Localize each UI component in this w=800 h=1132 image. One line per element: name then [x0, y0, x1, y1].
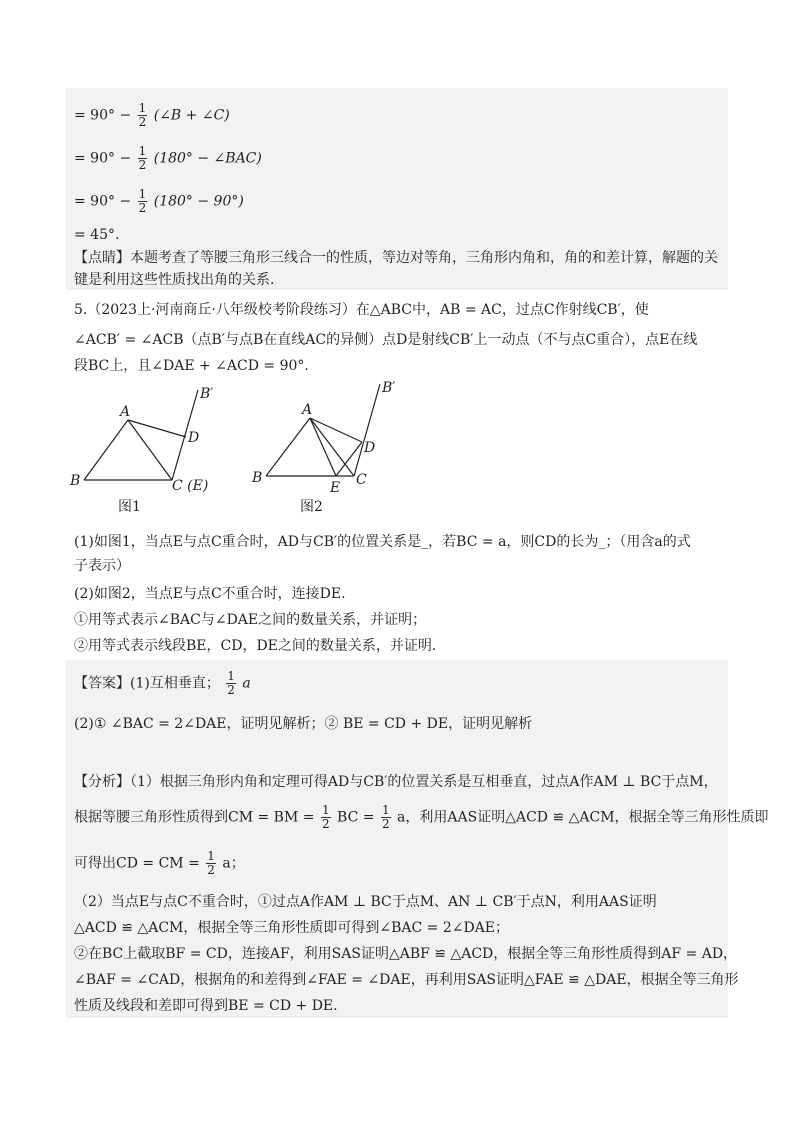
fraction: $\frac{1}{2}$ — [207, 849, 215, 877]
segment-DE — [336, 442, 362, 476]
fraction: $\frac{1}{2}$ — [381, 803, 390, 831]
fig2-label-D: D — [364, 440, 376, 456]
fig2-caption: 图2 — [300, 499, 323, 515]
analysis-line-3: 可得出CD = CM = $\frac{1}{2}$ a； — [74, 849, 245, 877]
fig2-label-B: B — [252, 470, 263, 486]
fig2-label-A: A — [302, 402, 313, 418]
question-2-1: ①用等式表示∠BAC与∠DAE之间的数量关系，并证明； — [74, 612, 427, 628]
fig1-label-C: C (E) — [172, 478, 209, 494]
segment-AD — [310, 418, 362, 442]
analysis-line-1: 【分析】（1）根据三角形内角和定理可得AD与CB′的位置关系是互相垂直，过点A作AM ⊥ BC于点M， — [74, 774, 718, 790]
fraction: $\frac{1}{2}$ — [138, 187, 147, 215]
comment-line-2: 键是利用这些性质找出角的关系. — [74, 272, 275, 288]
segment-AB — [266, 418, 310, 476]
question-2-2: ②用等式表示线段BE，CD，DE之间的数量关系，并证明. — [74, 638, 437, 654]
analysis-line-6: ②在BC上截取BF = CD，连接AF，利用SAS证明△ABF ≌ △ACD，根据全等三角形性质得到AF = AD， — [74, 946, 738, 962]
fraction: $\frac{1}{2}$ — [321, 803, 330, 831]
solution-step-4: = 45°. — [74, 227, 120, 243]
analysis-line-4: （2）当点E与点C不重合时，①过点A作AM ⊥ BC于点M、AN ⊥ CB′于点N，利用AAS证明 — [74, 894, 657, 910]
question-1-line-1: (1)如图1，当点E与点C重合时，AD与CB′的位置关系是_，若BC = a，则CD的长为_；（用含a的式 — [74, 534, 691, 550]
segment-AB — [84, 420, 128, 480]
ray-CB-prime — [354, 384, 380, 476]
fig2-label-Bp: B′ — [382, 380, 396, 396]
segment-AC — [128, 420, 172, 480]
question-2: (2)如图2，当点E与点C不重合时，连接DE. — [74, 586, 346, 602]
fig1-caption: 图1 — [118, 499, 141, 515]
analysis-line-7: ∠BAF = ∠CAD，根据角的和差得到∠FAE = ∠DAE，再利用SAS证明△FAE ≌ △DAE，根据全等三角形 — [74, 972, 739, 988]
fig1-label-Bp: B′ — [200, 386, 214, 402]
problem-line-2: ∠ACB′ = ∠ACB（点B′与点B在直线AC的异侧）点D是射线CB′上一动点（不与点C重合），点E在线 — [74, 332, 698, 348]
fig1-label-A: A — [120, 404, 131, 420]
fig2-label-E: E — [330, 480, 341, 496]
analysis-line-2: 根据等腰三角形性质得到CM = BM = $\frac{1}{2}$ BC = $\frac{1}{2}$ a，利用AAS证明△ACD ≌ △ACM，根据全等三角形性质即 — [74, 803, 769, 831]
fraction: $\frac{1}{2}$ — [138, 144, 147, 172]
solution-step-1: = 90° − $\frac{1}{2}$ (∠B + ∠C) — [74, 101, 230, 129]
problem-line-3: 段BC上，且∠DAE + ∠ACD = 90°. — [74, 358, 309, 374]
question-1-line-2: 子表示） — [74, 558, 130, 574]
segment-AD — [128, 420, 186, 437]
solution-step-2: = 90° − $\frac{1}{2}$ (180° − ∠BAC) — [74, 144, 262, 172]
fraction: $\frac{1}{2}$ — [227, 669, 235, 697]
answer-line-1: 【答案】(1)互相垂直； $\frac{1}{2}$ a — [74, 669, 251, 697]
fraction: $\frac{1}{2}$ — [138, 101, 147, 129]
answer-line-2: (2)① ∠BAC = 2∠DAE，证明见解析；② BE = CD + DE，证明见解析 — [74, 716, 533, 732]
problem-line-1: 5.（2023上·河南商丘·八年级校考阶段练习）在△ABC中，AB = AC，过点C作射线CB′，使 — [74, 302, 649, 318]
comment-line-1: 【点睛】本题考查了等腰三角形三线合一的性质，等边对等角，三角形内角和，角的和差计算，解题的关 — [74, 250, 718, 266]
figure-2 — [266, 384, 380, 476]
figure-1 — [84, 390, 198, 480]
fig1-label-D: D — [188, 430, 200, 446]
fig2-label-C: C — [356, 472, 367, 488]
solution-step-3: = 90° − $\frac{1}{2}$ (180° − 90°) — [74, 187, 244, 215]
analysis-line-5: △ACD ≌ △ACM，根据全等三角形性质即可得到∠BAC = 2∠DAE； — [74, 920, 510, 936]
analysis-line-8: 性质及线段和差即可得到BE = CD + DE. — [74, 998, 338, 1014]
fig1-label-B: B — [70, 473, 81, 489]
